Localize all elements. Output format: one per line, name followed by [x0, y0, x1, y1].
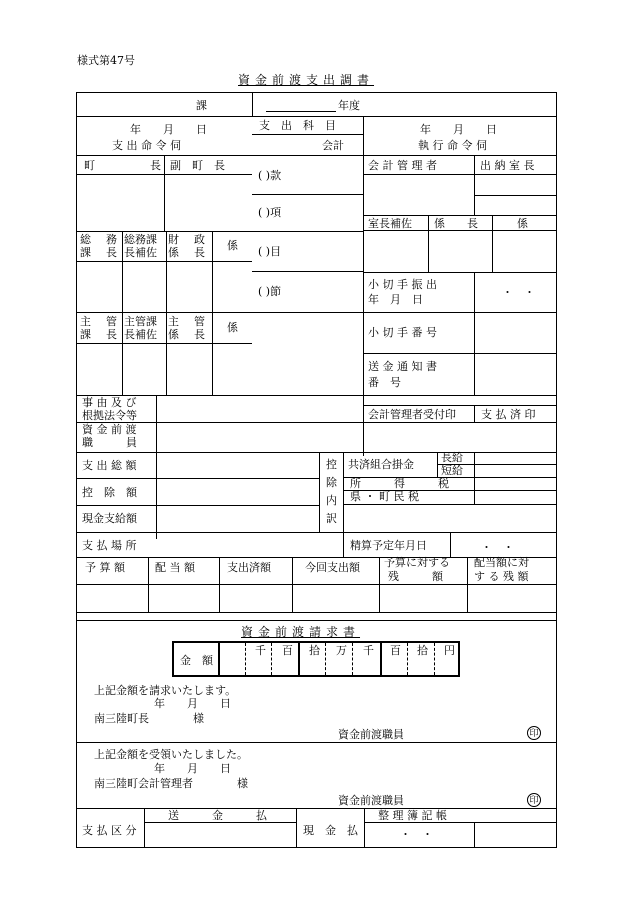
soumu-hosa-1: 総務課 — [124, 233, 157, 246]
uketsuke-in-label: 会計管理者受付印 — [368, 408, 456, 421]
kogitte-furidashi-label-1: 小 切 手 振 出 — [368, 278, 437, 291]
budget-header-haitou: 配 当 額 — [155, 561, 195, 574]
place-label: 支 払 場 所 — [82, 539, 137, 552]
line — [76, 155, 557, 156]
zaisei-2: 係 長 — [168, 246, 207, 259]
line — [252, 271, 363, 272]
shotokuzei-label: 所 得 税 — [350, 477, 449, 490]
seiri-bo-label: 整 理 簿 記 帳 — [378, 809, 447, 822]
choukyuu-label: 長給 — [441, 451, 463, 464]
line — [380, 641, 382, 677]
order-date-right: 年 月 日 — [420, 123, 497, 136]
receipt-line: 上記金額を受領いたしました。 — [94, 748, 248, 761]
line — [76, 478, 319, 479]
fuku-chou-label: 副 町 長 — [170, 159, 225, 172]
kakarichou-label: 係 長 — [434, 217, 478, 230]
kyousai-label: 共済組合掛金 — [348, 458, 414, 471]
tsuuchi-label-1: 送 金 通 知 書 — [368, 360, 437, 373]
soumu-kachou-1: 総 務 — [80, 233, 119, 246]
seisan-date-dots: ・ ・ — [481, 541, 514, 554]
line — [252, 92, 253, 116]
digit-juu-1: 拾 — [309, 644, 320, 657]
kojo-3: 内 — [326, 494, 337, 507]
shukan-hosa-2: 長補佐 — [124, 328, 157, 341]
budget-header-haitou-zan-1: 配当額に対 — [474, 556, 529, 569]
line — [363, 405, 557, 406]
line — [363, 353, 557, 354]
digit-juu-2: 拾 — [417, 644, 428, 657]
officer-label-1: 資 金 前 渡 — [82, 423, 137, 436]
line — [407, 643, 408, 675]
line — [343, 490, 557, 491]
line — [144, 822, 296, 823]
seiri-date-dots: ・ ・ — [400, 828, 433, 841]
line — [76, 612, 557, 613]
line — [363, 312, 557, 313]
budget-header-yosan: 予 算 額 — [85, 561, 125, 574]
line — [298, 641, 300, 677]
tankyuu-label: 短給 — [441, 464, 463, 477]
line — [363, 230, 557, 231]
soumu-kachou-2: 課 長 — [80, 246, 119, 259]
digit-sen-1: 千 — [255, 644, 266, 657]
line — [343, 504, 557, 505]
shukan-hosa-1: 主管課 — [124, 315, 157, 328]
kojo-2: 除 — [326, 476, 337, 489]
line — [363, 215, 557, 216]
budget-header-haitou-zan-2: す る 残 額 — [474, 570, 529, 583]
line — [144, 808, 145, 848]
line — [296, 808, 297, 848]
budget-header-yosan-zan-2: 残 額 — [388, 570, 443, 583]
line — [492, 215, 493, 272]
line — [319, 452, 320, 532]
receipt-to: 南三陸町会計管理者 様 — [94, 777, 248, 790]
line — [450, 532, 451, 557]
line — [437, 464, 557, 465]
chou-label: 町 長 — [84, 159, 161, 172]
nendo-label: 年度 — [338, 99, 360, 112]
line — [76, 532, 557, 533]
shukan-kakarichou-2: 係 長 — [168, 328, 207, 341]
outer-border — [76, 92, 557, 848]
kou-label: ( )項 — [258, 206, 282, 219]
line — [156, 395, 157, 539]
setsu-label: ( )節 — [258, 285, 282, 298]
line — [343, 477, 557, 478]
form-number: 様式第47号 — [77, 54, 135, 67]
line — [434, 643, 435, 675]
line — [474, 155, 475, 215]
line — [76, 742, 557, 743]
line — [245, 643, 246, 675]
moku-label: ( )目 — [258, 245, 282, 258]
line — [76, 452, 557, 453]
order-date-left: 年 月 日 — [130, 123, 207, 136]
line — [76, 808, 557, 809]
line — [76, 620, 557, 621]
kojo-4: 訳 — [326, 512, 337, 525]
kingaku-label: 金 額 — [180, 654, 213, 667]
deduction-label: 控 除 額 — [82, 486, 137, 499]
budget-header-shishutsu-zumi: 支出済額 — [227, 561, 271, 574]
tsuuchi-label-2: 番 号 — [368, 376, 401, 389]
digit-hyaku-2: 百 — [390, 644, 401, 657]
cash-label: 現金支給額 — [82, 512, 137, 525]
receipt-seal-icon: 印 — [527, 793, 541, 807]
line — [212, 231, 213, 395]
digit-sen-2: 千 — [363, 644, 374, 657]
line — [76, 422, 557, 423]
line — [474, 822, 475, 848]
payment-kubun-label: 支 払 区 分 — [82, 824, 137, 837]
nendo-underline — [266, 111, 336, 112]
request-staff: 資金前渡職員 — [338, 728, 404, 741]
total-label: 支 出 総 額 — [82, 459, 137, 472]
line — [352, 643, 353, 675]
receipt-staff: 資金前渡職員 — [338, 794, 404, 807]
digit-hyaku-1: 百 — [282, 644, 293, 657]
line — [76, 343, 252, 344]
shikko-meirei-label: 執 行 命 令 伺 — [418, 139, 487, 152]
line — [76, 116, 557, 117]
soukin-barai-label: 送 金 払 — [168, 809, 267, 822]
kogitte-furidashi-label-2: 年 月 日 — [368, 293, 423, 306]
genkin-barai-label: 現 金 払 — [303, 824, 358, 837]
juminzei-label: 県 ・ 町 民 税 — [350, 490, 419, 503]
shishutsu-meirei-label: 支 出 命 令 伺 — [112, 139, 181, 152]
shukan-kakarichou-1: 主 管 — [168, 315, 207, 328]
form-title: 資金前渡支出調書 — [238, 73, 375, 87]
line — [363, 272, 557, 273]
kaikei-label: 会計 — [322, 139, 344, 152]
jiyuu-label-1: 事 由 及 び — [82, 396, 137, 409]
request-title: 資金前渡請求書 — [241, 625, 361, 639]
jiyuu-label-2: 根拠法令等 — [82, 409, 137, 422]
shiharai-zumi-label: 支 払 済 印 — [481, 408, 536, 421]
line — [363, 174, 557, 175]
kaikei-kanrisha-label: 会 計 管 理 者 — [368, 159, 437, 172]
line — [164, 155, 165, 231]
furidashi-date-dots: ・ ・ — [502, 286, 535, 299]
line — [166, 231, 167, 395]
budget-header-konkai: 今回支出額 — [305, 561, 360, 574]
line — [76, 505, 319, 506]
request-seal-icon: 印 — [527, 726, 541, 740]
kamoku-label: 支 出 科 目 — [259, 119, 336, 132]
shukan-kachou-2: 課 長 — [80, 328, 119, 341]
line — [76, 395, 557, 396]
kojo-1: 控 — [326, 458, 337, 471]
ka-label: 課 — [196, 99, 207, 112]
request-date: 年 月 日 — [154, 697, 231, 710]
soumu-hosa-2: 長補佐 — [124, 246, 157, 259]
line — [428, 215, 429, 272]
line — [325, 643, 326, 675]
line — [76, 174, 252, 175]
suitou-shitsuchou-label: 出 納 室 長 — [480, 159, 535, 172]
line — [474, 195, 557, 196]
kogitte-bangou-label: 小 切 手 番 号 — [368, 326, 437, 339]
line — [474, 452, 475, 505]
digit-man: 万 — [336, 644, 347, 657]
line — [76, 312, 363, 313]
shitsuchou-hosa-label: 室長補佐 — [368, 217, 412, 230]
budget-header-yosan-zan-1: 予算に対する — [384, 556, 450, 569]
line — [474, 272, 475, 395]
request-to: 南三陸町長 様 — [94, 712, 204, 725]
line — [218, 641, 220, 677]
officer-label-2: 職 員 — [82, 436, 137, 449]
line — [76, 231, 363, 232]
line — [252, 134, 363, 135]
request-line: 上記金額を請求いたします。 — [94, 684, 237, 697]
receipt-date: 年 月 日 — [154, 762, 231, 775]
line — [364, 822, 557, 823]
zaisei-1: 財 政 — [168, 233, 207, 246]
kingaku-box — [172, 641, 460, 677]
seisan-label: 精算予定年月日 — [350, 539, 427, 552]
line — [474, 405, 475, 422]
shukan-kakari: 係 — [227, 321, 238, 334]
line — [76, 261, 252, 262]
treasurer-kakari-label: 係 — [517, 217, 528, 230]
digit-en: 円 — [444, 644, 455, 657]
line — [76, 584, 557, 585]
line — [364, 808, 365, 848]
line — [271, 643, 272, 675]
soumu-kakari: 係 — [227, 239, 238, 252]
line — [252, 194, 363, 195]
line — [122, 231, 123, 395]
kan-label: ( )款 — [258, 169, 282, 182]
shukan-kachou-1: 主 管 — [80, 315, 119, 328]
